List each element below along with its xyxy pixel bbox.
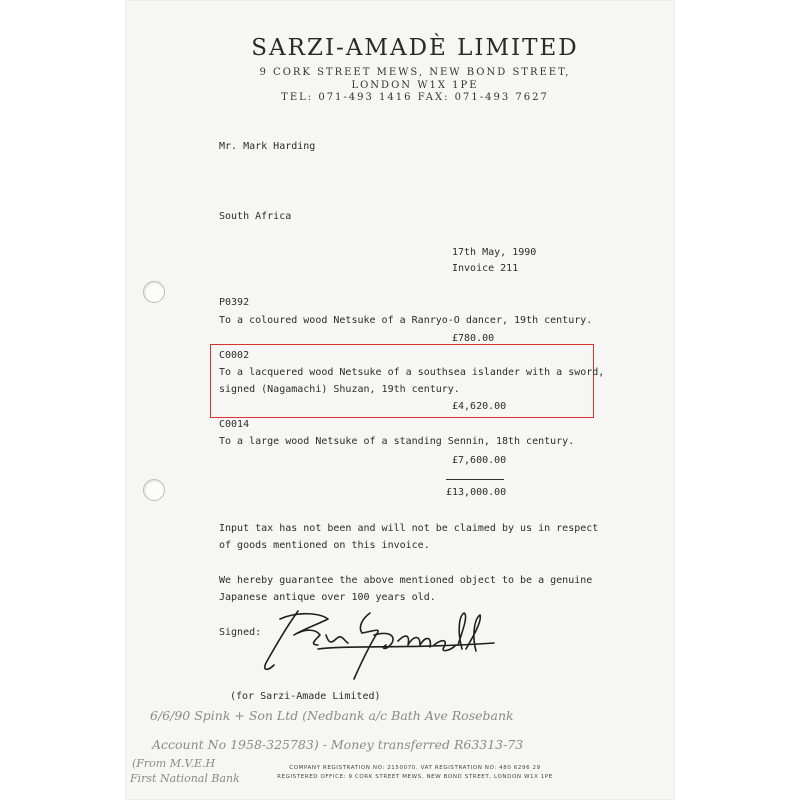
company-name: SARZI-AMADÈ LIMITED: [251, 35, 579, 61]
item-description: To a lacquered wood Netsuke of a southsea islander with a sword,: [219, 367, 605, 378]
handwritten-note-line-3: (From M.V.E.H: [132, 757, 216, 770]
signed-for-line: (for Sarzi-Amade Limited): [230, 691, 381, 702]
handwritten-note-line-2: Account No 1958-325783) - Money transferred R63313-73: [152, 737, 524, 752]
handwritten-note-line-4: First National Bank: [130, 772, 240, 785]
recipient-name: Mr. Mark Harding: [219, 141, 316, 152]
invoice-number: Invoice 211: [452, 263, 519, 274]
item-code: C0014: [219, 419, 250, 430]
address-line-2: LONDON W1X 1PE: [351, 80, 479, 91]
item-price: £780.00: [452, 333, 495, 344]
signed-label: Signed:: [219, 627, 262, 638]
handwritten-note-line-1: 6/6/90 Spink + Son Ltd (Nedbank a/c Bath Ave Rosebank: [150, 708, 514, 723]
item-price: £4,620.00: [452, 401, 507, 412]
item-description: To a coloured wood Netsuke of a Ranryo-O dancer, 19th century.: [219, 315, 593, 326]
total-rule: [446, 479, 504, 480]
item-description-cont: signed (Nagamachi) Shuzan, 19th century.: [219, 384, 460, 395]
guarantee-line-1: We hereby guarantee the above mentioned object to be a genuine: [219, 575, 593, 586]
invoice-date: 17th May, 1990: [452, 247, 537, 258]
guarantee-line-2: Japanese antique over 100 years old.: [219, 592, 436, 603]
tax-note-line-1: Input tax has not been and will not be claimed by us in respect: [219, 523, 599, 534]
tax-note-line-2: of goods mentioned on this invoice.: [219, 540, 430, 551]
highlight-box: [210, 344, 594, 418]
recipient-country: South Africa: [219, 211, 292, 222]
item-code: C0002: [219, 350, 250, 361]
invoice-total: £13,000.00: [446, 487, 507, 498]
item-description: To a large wood Netsuke of a standing Sennin, 18th century.: [219, 436, 575, 447]
punch-hole-top: [143, 281, 165, 303]
footer-registered-office: REGISTERED OFFICE: 9 CORK STREET MEWS, NEW BOND STREET, LONDON W1X 1PE: [277, 774, 553, 780]
item-price: £7,600.00: [452, 455, 507, 466]
handwritten-signature: [258, 605, 518, 685]
footer-registration: COMPANY REGISTRATION NO: 2150070. VAT REGISTRATION NO: 480 6296 29: [289, 765, 541, 771]
contact-line: TEL: 071-493 1416 FAX: 071-493 7627: [281, 92, 549, 103]
address-line-1: 9 CORK STREET MEWS, NEW BOND STREET,: [259, 67, 571, 78]
item-code: P0392: [219, 297, 250, 308]
punch-hole-bottom: [143, 479, 165, 501]
